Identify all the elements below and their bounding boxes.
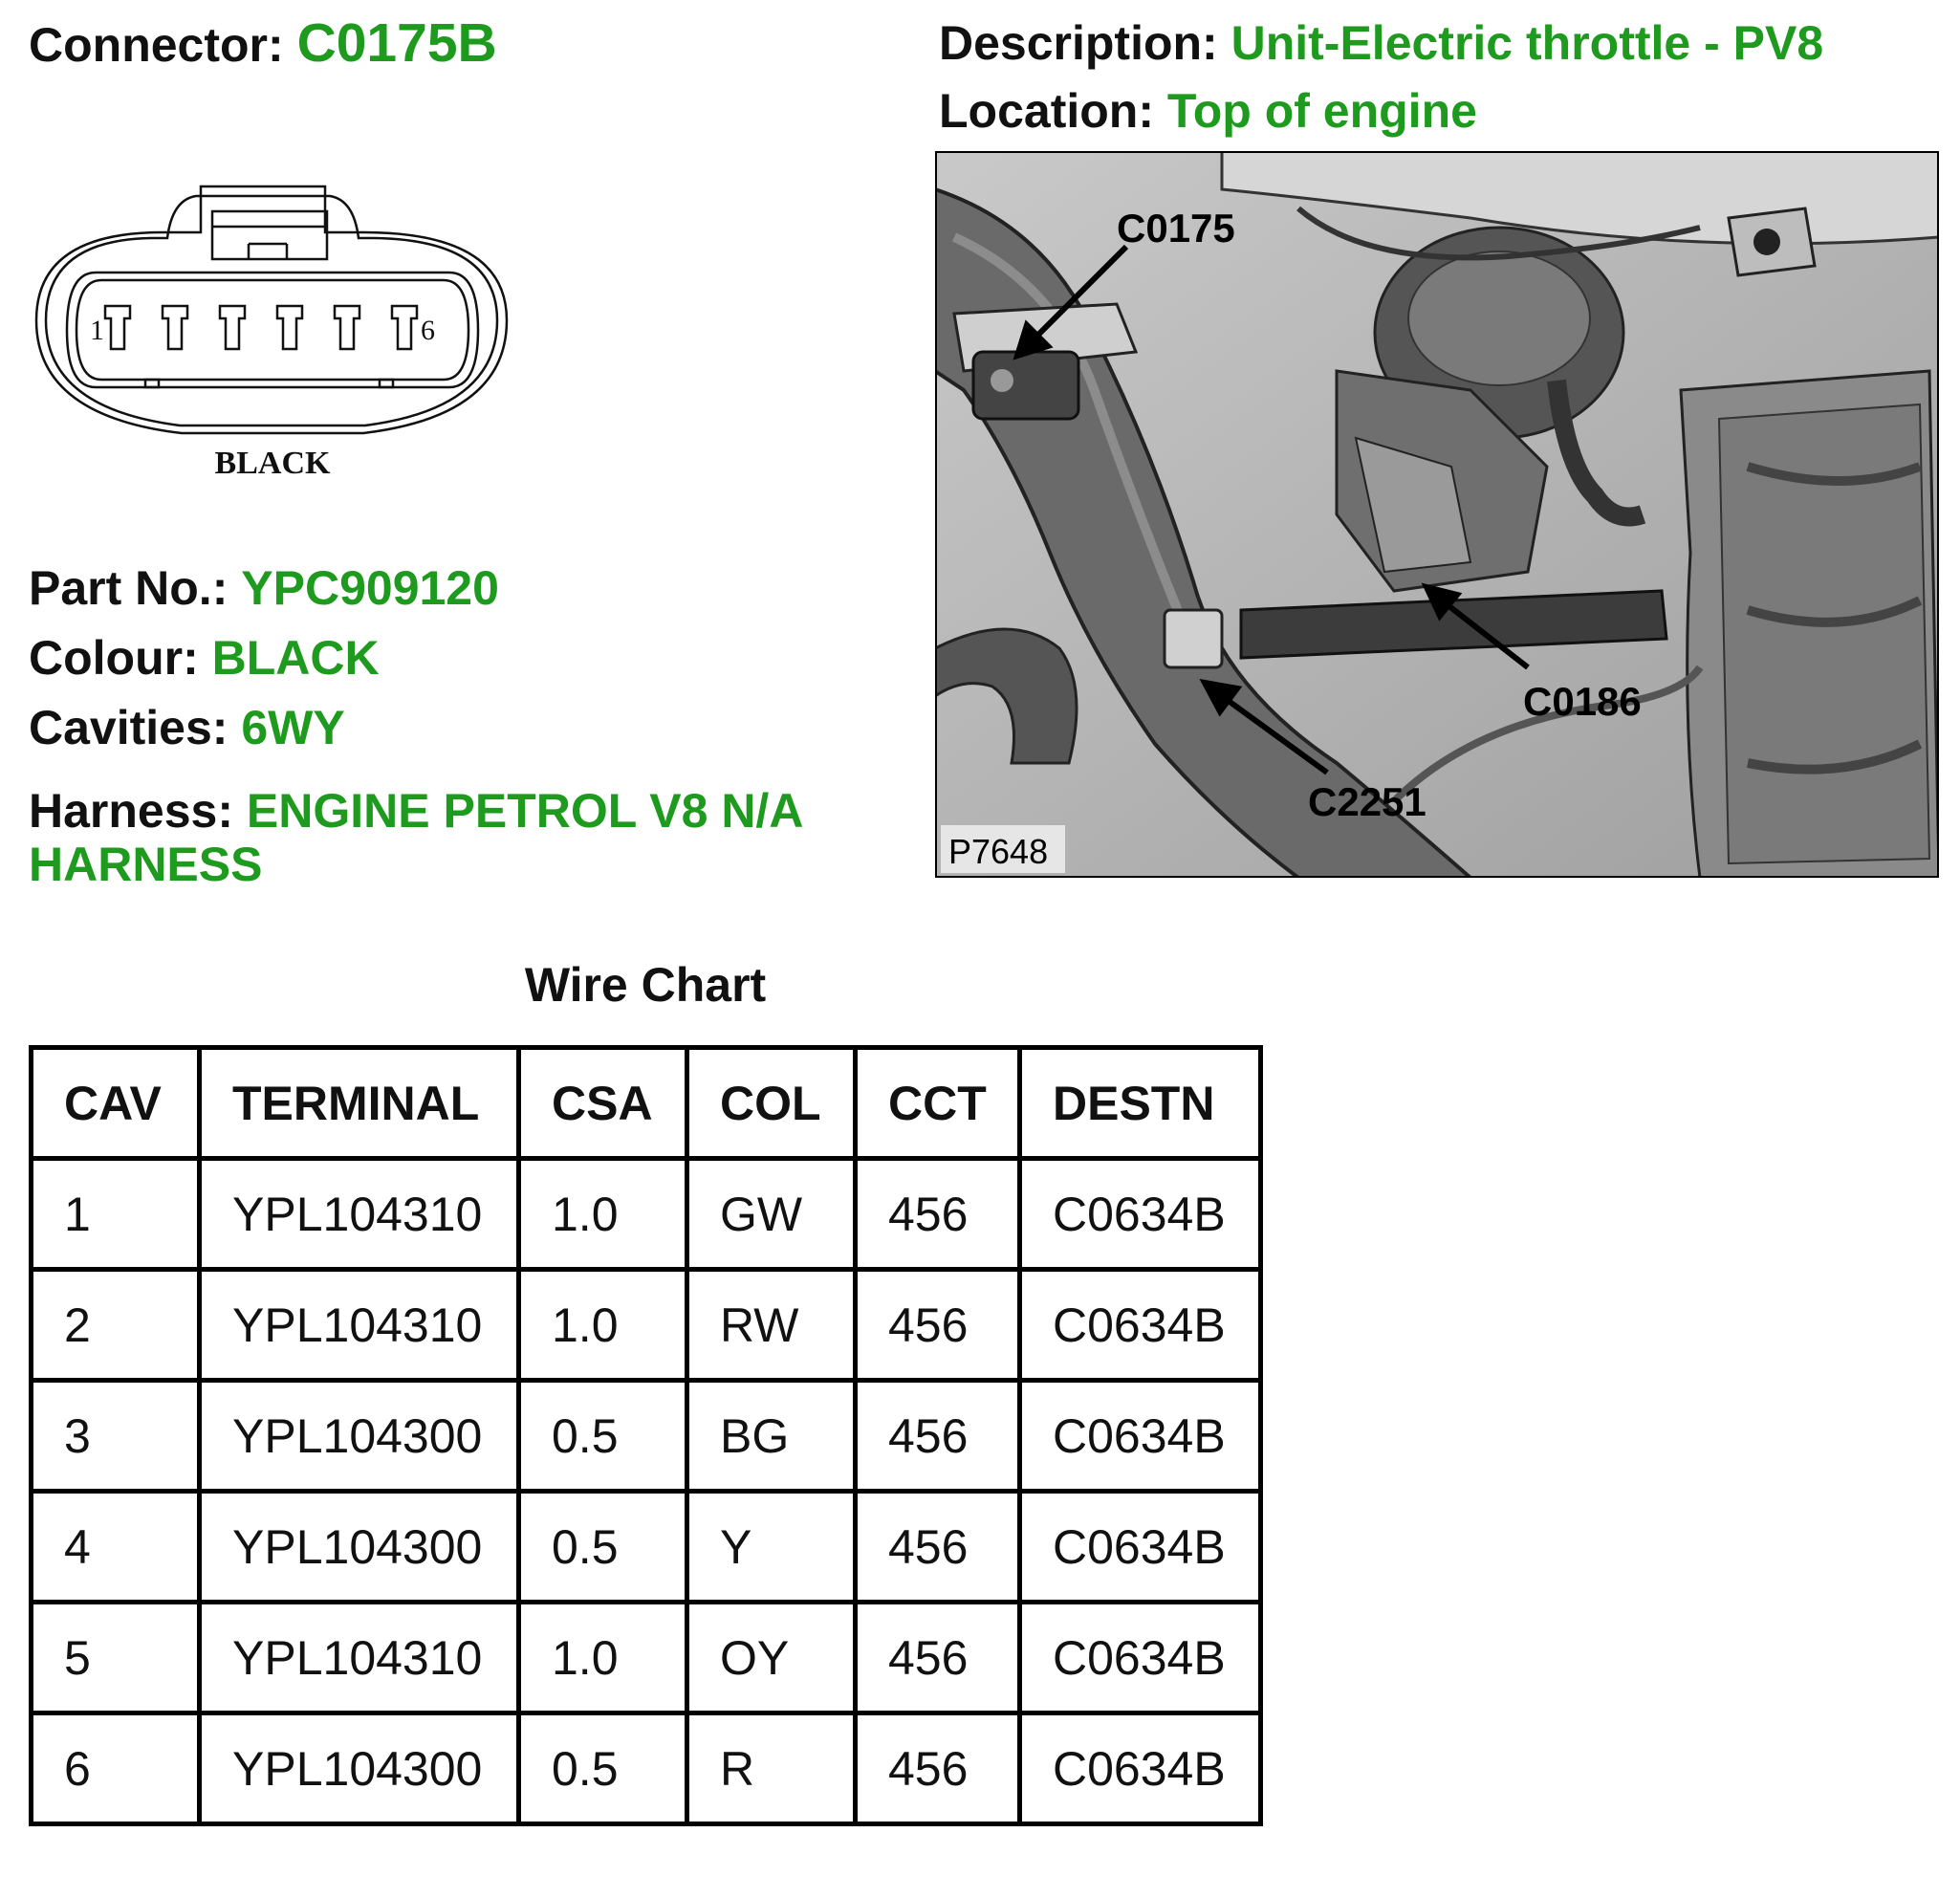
callout-c2251: C2251 [1308, 779, 1426, 824]
cell-destn: C0634B [1020, 1713, 1261, 1824]
cell-destn: C0634B [1020, 1270, 1261, 1381]
connector-face-drawing [29, 177, 516, 492]
cell-cct: 456 [856, 1159, 1020, 1270]
pin-1-label: 1 [90, 315, 104, 346]
cell-destn: C0634B [1020, 1381, 1261, 1492]
drawing-colour-text: BLACK [214, 446, 331, 481]
table-row [32, 1603, 1261, 1713]
cell-cct: 456 [856, 1713, 1020, 1824]
callout-c0175: C0175 [1117, 206, 1235, 251]
description-field [939, 14, 1823, 72]
cell-cav: 1 [32, 1159, 200, 1270]
table-row [32, 1381, 1261, 1492]
header-csa: CSA [519, 1048, 687, 1159]
photo-reference: P7648 [948, 832, 1049, 871]
colour-label: Colour: [29, 631, 199, 685]
cell-col: Y [687, 1492, 856, 1603]
header-cct: CCT [856, 1048, 1020, 1159]
location-value: Top of engine [1166, 84, 1477, 138]
cell-cav: 6 [32, 1713, 200, 1824]
cell-terminal: YPL104300 [200, 1713, 519, 1824]
wire-chart-header-row [32, 1048, 1261, 1159]
table-row [32, 1713, 1261, 1824]
connector-label: Connector: [29, 18, 284, 72]
cavities-value: 6WY [241, 701, 345, 754]
cell-cav: 4 [32, 1492, 200, 1603]
cell-cct: 456 [856, 1603, 1020, 1713]
cell-cct: 456 [856, 1270, 1020, 1381]
harness-field [29, 784, 889, 891]
cell-col: R [687, 1713, 856, 1824]
table-row [32, 1159, 1261, 1270]
header-col: COL [687, 1048, 856, 1159]
table-row [32, 1270, 1261, 1381]
part-number-label: Part No.: [29, 561, 229, 615]
cell-csa: 0.5 [519, 1713, 687, 1824]
cell-cav: 2 [32, 1270, 200, 1381]
location-field [939, 82, 1477, 140]
cell-csa: 0.5 [519, 1381, 687, 1492]
description-value: Unit-Electric throttle - PV8 [1230, 16, 1824, 70]
table-row [32, 1492, 1261, 1603]
cell-cct: 456 [856, 1492, 1020, 1603]
cell-col: BG [687, 1381, 856, 1492]
cell-destn: C0634B [1020, 1492, 1261, 1603]
callout-c0186: C0186 [1523, 679, 1642, 724]
cell-col: GW [687, 1159, 856, 1270]
pin-6-label: 6 [421, 315, 435, 346]
colour-field [29, 629, 380, 687]
harness-value: ENGINE PETROL V8 N/A HARNESS [29, 784, 802, 891]
engine-location-photo [935, 151, 1939, 878]
cell-col: OY [687, 1603, 856, 1713]
cell-csa: 0.5 [519, 1492, 687, 1603]
cavities-field [29, 699, 345, 756]
cell-cav: 3 [32, 1381, 200, 1492]
header-destn: DESTN [1020, 1048, 1261, 1159]
part-number-value: YPC909120 [241, 561, 499, 615]
location-label: Location: [939, 84, 1154, 138]
cell-terminal: YPL104310 [200, 1159, 519, 1270]
cell-csa: 1.0 [519, 1603, 687, 1713]
cell-cav: 5 [32, 1603, 200, 1713]
cell-terminal: YPL104310 [200, 1603, 519, 1713]
cell-destn: C0634B [1020, 1603, 1261, 1713]
connector-field [29, 14, 497, 74]
header-cav: CAV [32, 1048, 200, 1159]
cell-csa: 1.0 [519, 1159, 687, 1270]
cell-terminal: YPL104300 [200, 1492, 519, 1603]
wire-chart-table [29, 1045, 1263, 1826]
cell-terminal: YPL104310 [200, 1270, 519, 1381]
cell-cct: 456 [856, 1381, 1020, 1492]
harness-label: Harness: [29, 784, 233, 838]
description-label: Description: [939, 16, 1218, 70]
cell-csa: 1.0 [519, 1270, 687, 1381]
cell-col: RW [687, 1270, 856, 1381]
part-number-field [29, 559, 499, 617]
cell-terminal: YPL104300 [200, 1381, 519, 1492]
colour-value: BLACK [211, 631, 380, 685]
connector-value: C0175B [296, 12, 497, 74]
cell-destn: C0634B [1020, 1159, 1261, 1270]
cavities-label: Cavities: [29, 701, 229, 754]
wire-chart-title: Wire Chart [524, 958, 767, 1012]
header-terminal: TERMINAL [200, 1048, 519, 1159]
